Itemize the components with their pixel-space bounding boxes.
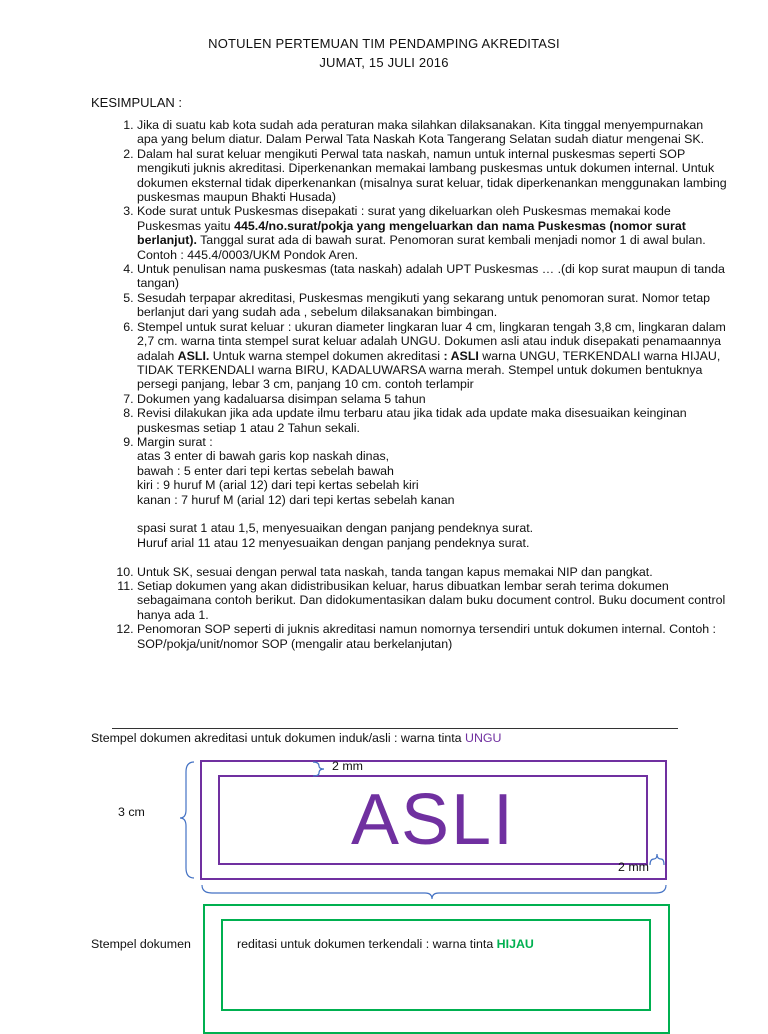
list-item: 8. Revisi dilakukan jika ada update ilmu terbaru atau jika tidak ada update maka disesuaikan keinginan puskesmas setiap 1 atau 2 Tahun sekali. <box>137 406 727 435</box>
list-item: 2. Dalam hal surat keluar mengikuti Perwal tata naskah, namun untuk internal puskesmas seperti SOP mengikuti juknis akreditasi. Diperkenankan memakai lambang puskesmas untuk dokumen internal. Untuk dokumen eksternal tidak diperkenankan (misalnya surat keluar, tidak diperkenankan menggunakan lambing puskesmas maupun Bhakti Husada) <box>137 147 727 205</box>
list-item: 6. Stempel untuk surat keluar : ukuran diameter lingkaran luar 4 cm, lingkaran tengah 3,8 cm, lingkaran dalam 2,7 cm. warna tinta stempel surat keluar adalah UNGU. Dokumen asli atau induk disepakati penamaannya adalah ASLI. Untuk warna stempel dokumen akreditasi : ASLI warna UNGU, TERKENDALI warna HIJAU, TIDAK TERKENDALI warna BIRU, KADALUWARSA warna merah. Stempel untuk dokumen bentuknya persegi panjang, lebar 3 cm, panjang 10 cm. contoh terlampir <box>137 320 727 392</box>
stamp-hijau-caption-right: reditasi untuk dokumen terkendali : warna tinta HIJAU <box>237 937 534 951</box>
gap-label-bottom: 2 mm <box>618 860 649 874</box>
gap-label-top: 2 mm <box>332 759 363 773</box>
document-title: NOTULEN PERTEMUAN TIM PENDAMPING AKREDITASI <box>208 36 560 51</box>
stamp-ungu-text: ASLI <box>350 780 516 860</box>
height-label: 3 cm <box>118 805 145 819</box>
list-item: 11. Setiap dokumen yang akan didistribusikan keluar, harus dibuatkan lembar serah terima dokumen sebagaimana contoh berikut. Dan didokumentasikan dalam buku document control. Buku document control hanya ada 1. <box>137 579 727 622</box>
stamp-hijau-caption-left: Stempel dokumen <box>91 937 191 951</box>
list-item: 3. Kode surat untuk Puskesmas disepakati : surat yang dikeluarkan oleh Puskesmas memakai kode Puskesmas yaitu 445.4/no.surat/pokja yang mengeluarkan dan nama Puskesmas (nomor surat berlanjut). Tanggal surat ada di bawah surat. Penomoran surat kembali menjadi nomor 1 di awal bulan. Contoh : 445.4/0003/UKM Pondok Aren. <box>137 204 727 262</box>
stamp-hijau-inner-frame <box>221 919 651 1011</box>
list-item: 1. Jika di suatu kab kota sudah ada peraturan maka silahkan dilaksanakan. Kita tinggal menyempurnakan apa yang belum diatur. Dalam Perwal Tata Naskah Kota Tangerang Selatan sudah diatur mengenai SK. <box>137 118 727 147</box>
list-item-margin: 9. Margin surat : atas 3 enter di bawah garis kop naskah dinas, bawah : 5 enter dari tepi kertas sebelah bawah kiri : 9 huruf M (arial 12) dari tepi kertas sebelah kiri kanan : 7 huruf M (arial 12) dari tepi kertas sebelah kanan spasi surat 1 atau 1,5, menyesuaikan dengan panjang pendeknya surat. Huruf arial 11 atau 12 menyesuaikan dengan panjang pendeknya surat. <box>137 435 727 565</box>
list-item: 5. Sesudah terpapar akreditasi, Puskesmas mengikuti yang sekarang untuk penomoran surat. Nomor tetap berlanjut dari yang sudah ada , sebelum dilaksanakan bimbingan. <box>137 291 727 320</box>
stamp-ungu-caption: Stempel dokumen akreditasi untuk dokumen induk/asli : warna tinta UNGU <box>91 731 502 745</box>
list-item: 10. Untuk SK, sesuai dengan perwal tata naskah, tanda tangan kapus memakai NIP dan pangkat. <box>137 565 727 579</box>
document-date: JUMAT, 15 JULI 2016 <box>319 55 449 70</box>
list-item: 12. Penomoran SOP seperti di juknis akreditasi namun nomornya tersendiri untuk dokumen internal. Contoh : SOP/pokja/unit/nomor SOP (mengalir atau berkelanjutan) <box>137 622 727 651</box>
section-heading: KESIMPULAN : <box>91 95 183 110</box>
list-item: 7. Dokumen yang kadaluarsa disimpan selama 5 tahun <box>137 392 727 406</box>
list-item: 4. Untuk penulisan nama puskesmas (tata naskah) adalah UPT Puskesmas … .(di kop surat maupun di tanda tangan) <box>137 262 727 291</box>
